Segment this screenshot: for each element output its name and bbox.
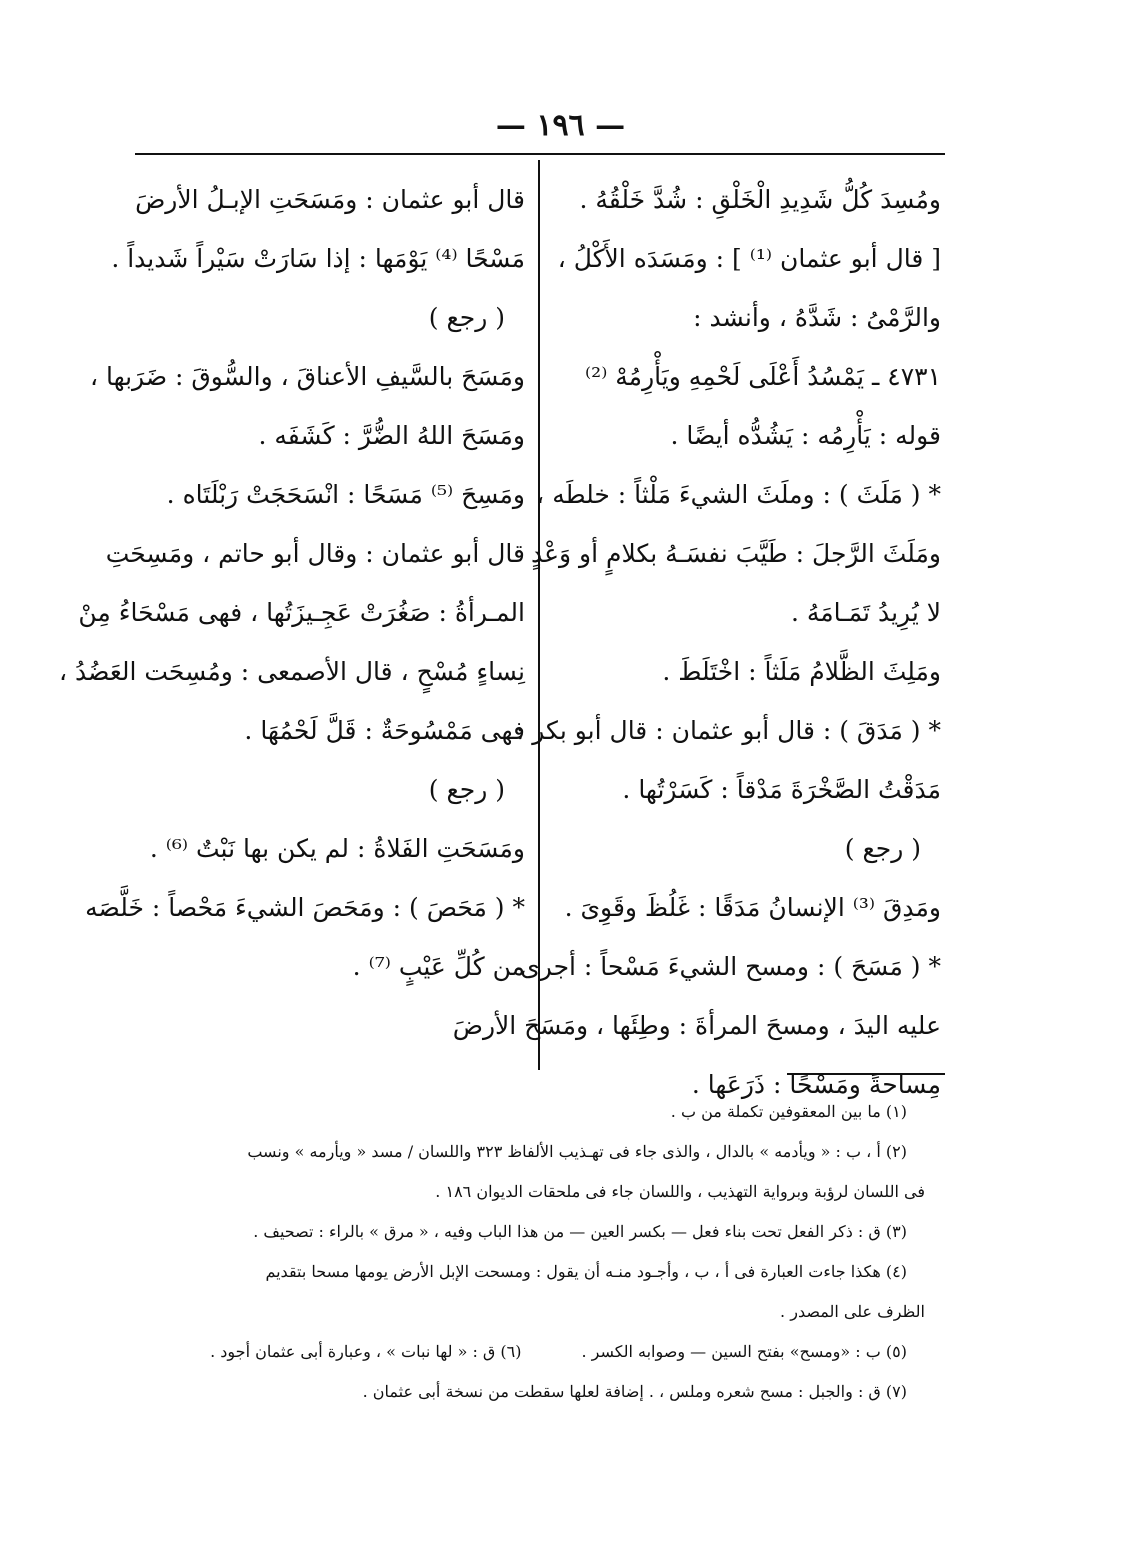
- right-column: [452, 170, 941, 1114]
- page-number: — ١٩٦ —: [495, 108, 626, 143]
- entry-heading-malatha: * ( مَلَثَ ) : وملَثَ الشيءَ مَلْثاً : خلطَه ،: [536, 480, 941, 509]
- text-line: ومُسِدَ كُلُّ شَدِيدِ الْخَلْقِ : شُدَّ خَلْقُهُ .: [579, 185, 941, 214]
- text-line: مِساحةً ومَسْحًا : ذَرَعَها .: [691, 1070, 941, 1099]
- text-line: قوله : يَأْرِمُه : يَشُدُّه أيضًا .: [670, 421, 941, 450]
- footnote-rule: [787, 1073, 945, 1075]
- entry-heading-madaqa: * ( مَدَقَ ) : قال أبو عثمان : قال أبو بكر :: [515, 716, 941, 745]
- return-marker: ( رجع ): [428, 303, 505, 332]
- text-line: قال أبو عثمان : ومَسَحَتِ الإبـلُ الأرضَ: [135, 185, 525, 214]
- text-line: ومَسَحَ بالسَّيفِ الأعناقَ ، والسُّوقَ : ضَرَبها ،: [89, 362, 525, 391]
- return-marker: ( رجع ): [428, 775, 505, 804]
- text-line: ومَلِثَ الظَّلامُ مَلَثاً : اخْتَلَطَ .: [662, 657, 941, 686]
- entry-heading-masaha: * ( مَسَحَ ) : ومسح الشيءَ مَسْحاً : أجرى: [520, 952, 941, 981]
- footnote-3: (٣) ق : ذكر الفعل تحت بناء فعل — بكسر العين — من هذا الباب وفيه ، « مرق » بالراء : تصحيف .: [253, 1222, 907, 1241]
- text-line: ومَسِحَ ⁽⁵⁾ مَسَحًا : انْسَحَجَتْ رَبْلَتَاه .: [166, 480, 525, 509]
- header-rule: [135, 153, 945, 155]
- footnote-2: (٢) أ ، ب : « ويأدمه » بالدال ، والذى جاء فى تهـذيب الألفاظ ٣٢٣ واللسان / مسد « ويأرمه » ونسب: [247, 1142, 907, 1161]
- column-divider: [538, 160, 540, 1070]
- footnote-4-continued: الظرف على المصدر .: [780, 1302, 925, 1321]
- text-line: والرَّمْىُ : شَدَّهُ ، وأنشد :: [693, 303, 941, 332]
- footnote-7: (٧) ق : والجبل : مسح شعره وملس ، . إضافة لعلها سقطت من نسخة أبى عثمان .: [362, 1382, 907, 1401]
- text-line: ومَدِقَ ⁽³⁾ الإنسانُ مَدَقًا : غَلُظَ وقَوِىَ .: [564, 893, 941, 922]
- text-line: ومَسَحَتِ الفَلاةُ : لم يكن بها نَبْتٌ ⁽⁶⁾ .: [149, 834, 525, 863]
- text-line: مَدَقْتُ الصَّخْرَةَ مَدْقاً : كَسَرْتُها .: [622, 775, 941, 804]
- text-line: المـرأةُ : صَغُرَتْ عَجِـيزَتُها ، فهى مَسْحَاءُ مِنْ: [78, 598, 525, 627]
- entry-heading-mahasa: * ( مَحَصَ ) : ومَحَصَ الشيءَ مَحْصاً : خَلَّصَه: [85, 893, 525, 922]
- text-line: ومَسَحَ اللهُ الضُّرَّ : كَشَفَه .: [258, 421, 525, 450]
- text-line: فهى مَمْسُوحَةٌ : قَلَّ لَحْمُهَا .: [244, 716, 525, 745]
- text-line: [ قال أبو عثمان ⁽¹⁾ ] : ومَسَدَه الأَكْلُ ،: [557, 244, 941, 273]
- text-line: عليه اليدَ ، ومسحَ المرأةَ : وطِئَها ، ومَسَحَ الأرضَ: [452, 1011, 941, 1040]
- footnote-4: (٤) هكذا جاءت العبارة فى أ ، ب ، وأجـود منـه أن يقول : ومسحت الإبل الأرض يومها مسحا بتقديم: [265, 1262, 907, 1281]
- footnote-row-5-6: [135, 1332, 925, 1372]
- footnote-1: (١) ما بين المعقوفين تكملة من ب .: [670, 1102, 907, 1121]
- verse-line: ٤٧٣١ ـ يَمْسُدُ أَعْلَى لَحْمِهِ ويَأْرِمُهْ ⁽²⁾: [585, 362, 941, 391]
- footnotes: [135, 1092, 925, 1412]
- text-line: قال أبو عثمان : وقال أبو حاتم ، ومَسِحَتِ: [105, 539, 525, 568]
- text-line: لا يُرِيدُ تَمَـامَهُ .: [790, 598, 941, 627]
- left-column: [59, 170, 525, 996]
- return-marker: ( رجع ): [844, 834, 921, 863]
- footnote-2-continued: فى اللسان لرؤبة وبرواية التهذيب ، واللسان جاء فى ملحقات الديوان ١٨٦ .: [435, 1182, 925, 1201]
- footnote-6: (٦) ق : « لها نبات » ، وعبارة أبى عثمان أجود .: [210, 1342, 522, 1361]
- text-line: من كُلِّ عَيْبٍ ⁽⁷⁾ .: [352, 952, 525, 981]
- text-line: مَسْحًا ⁽⁴⁾ يَوْمَها : إذا سَارَتْ سَيْراً شَديداً .: [111, 244, 525, 273]
- text-line: نِساءٍ مُسْحٍ ، قال الأصمعى : ومُسِحَت العَضُدُ ،: [59, 657, 525, 686]
- text-line: ومَلَثَ الرَّجلَ : طَيَّبَ نفسَـهُ بكلامٍ أو وَعْدٍ: [531, 539, 941, 568]
- footnote-5: (٥) ب : «ومسح» بفتح السين — وصوابه الكسر .: [581, 1342, 907, 1361]
